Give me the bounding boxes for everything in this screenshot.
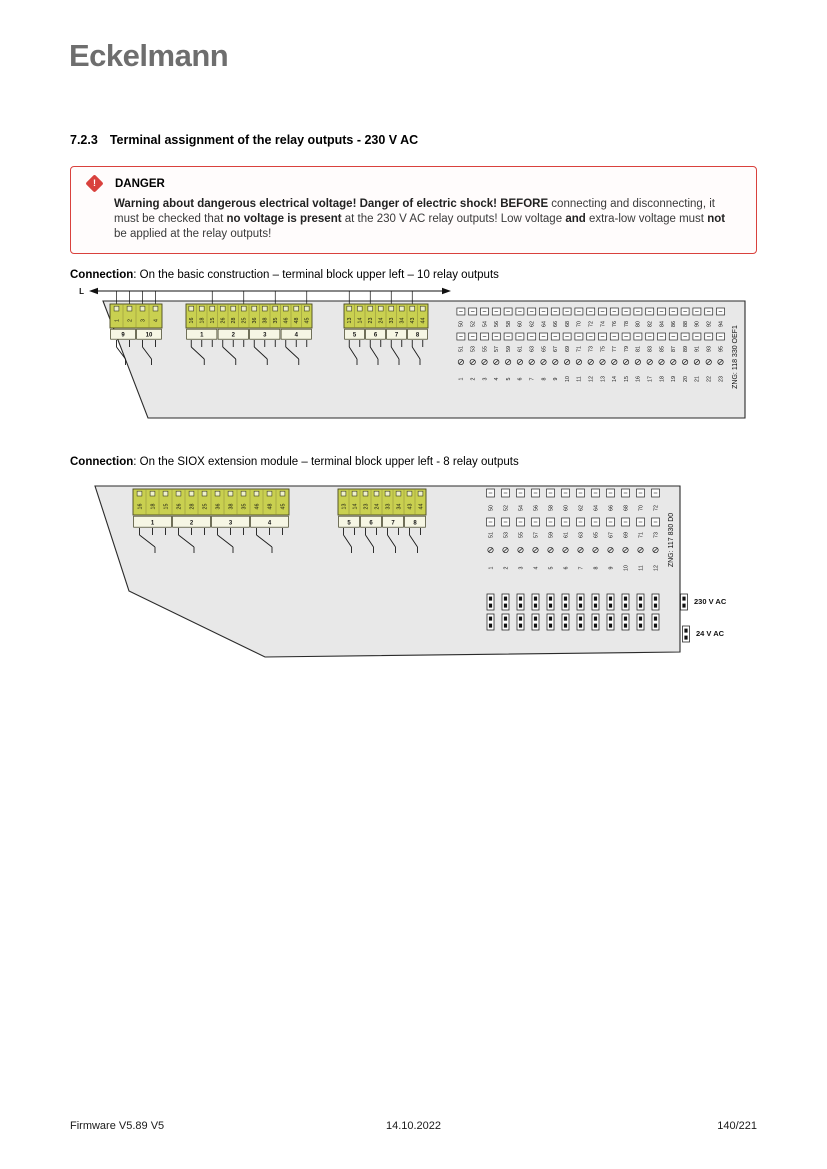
svg-text:65: 65 [541, 346, 548, 352]
svg-text:83: 83 [647, 346, 654, 352]
svg-text:62: 62 [578, 505, 585, 511]
svg-text:13: 13 [347, 317, 354, 324]
svg-text:63: 63 [529, 346, 536, 352]
svg-text:4: 4 [494, 377, 501, 381]
output-connector [607, 594, 614, 610]
svg-text:7: 7 [578, 566, 585, 570]
svg-text:2: 2 [231, 332, 235, 339]
svg-text:1: 1 [200, 332, 204, 339]
output-connector [487, 594, 494, 610]
svg-text:24: 24 [374, 503, 381, 510]
danger-box [70, 166, 757, 254]
svg-text:24: 24 [378, 317, 385, 324]
svg-text:3: 3 [140, 319, 147, 322]
output-connector [637, 614, 644, 630]
section-number: 7.2.3 [70, 133, 98, 147]
svg-text:2: 2 [503, 566, 510, 570]
svg-text:56: 56 [494, 321, 501, 327]
svg-text:5: 5 [352, 332, 357, 339]
svg-text:53: 53 [470, 346, 477, 352]
output-connector [652, 594, 659, 610]
svg-text:230 V AC: 230 V AC [694, 597, 727, 606]
svg-text:52: 52 [470, 321, 477, 327]
svg-text:11: 11 [576, 376, 583, 382]
svg-text:58: 58 [505, 321, 512, 327]
svg-text:52: 52 [503, 505, 510, 511]
output-connector [681, 594, 688, 610]
output-connector [652, 614, 659, 630]
svg-text:67: 67 [553, 346, 560, 352]
svg-text:14: 14 [352, 503, 359, 510]
output-connector [562, 594, 569, 610]
output-connector [487, 614, 494, 630]
svg-text:7: 7 [529, 377, 536, 381]
output-connector [532, 594, 539, 610]
footer-date: 14.10.2022 [385, 1120, 442, 1132]
output-connector [592, 594, 599, 610]
svg-text:50: 50 [488, 505, 495, 511]
svg-text:4: 4 [267, 520, 272, 527]
svg-text:54: 54 [518, 505, 525, 511]
svg-text:46: 46 [254, 503, 261, 510]
svg-text:10: 10 [623, 565, 630, 571]
svg-text:18: 18 [199, 317, 206, 324]
svg-text:19: 19 [671, 376, 678, 382]
output-connector [622, 594, 629, 610]
svg-text:7: 7 [394, 332, 399, 339]
svg-text:69: 69 [623, 532, 630, 538]
svg-text:59: 59 [548, 532, 555, 538]
eckelmann-logo: Eckelmann [69, 38, 229, 73]
svg-text:33: 33 [389, 317, 396, 324]
output-connector [622, 614, 629, 630]
svg-text:1: 1 [488, 566, 495, 570]
section-title: Terminal assignment of the relay outputs - 230 V AC [109, 133, 419, 147]
svg-text:65: 65 [593, 532, 600, 538]
svg-text:2: 2 [127, 319, 134, 322]
svg-text:43: 43 [410, 317, 417, 324]
danger-icon [85, 174, 103, 192]
output-connector [577, 594, 584, 610]
svg-text:18: 18 [150, 503, 157, 510]
svg-text:13: 13 [341, 503, 348, 510]
svg-text:44: 44 [418, 503, 425, 510]
svg-text:25: 25 [241, 317, 248, 324]
svg-text:15: 15 [163, 503, 170, 510]
svg-text:10: 10 [564, 376, 571, 382]
output-connector [547, 594, 554, 610]
svg-text:3: 3 [518, 566, 525, 570]
svg-text:28: 28 [231, 317, 238, 324]
svg-text:87: 87 [671, 346, 678, 352]
svg-text:3: 3 [482, 377, 489, 381]
svg-text:34: 34 [396, 503, 403, 510]
svg-text:44: 44 [420, 317, 427, 324]
svg-text:14: 14 [612, 376, 619, 382]
svg-text:92: 92 [706, 321, 713, 327]
svg-text:10: 10 [145, 332, 153, 339]
svg-text:48: 48 [294, 317, 301, 324]
svg-text:64: 64 [593, 505, 600, 511]
svg-text:35: 35 [273, 317, 280, 324]
svg-text:5: 5 [505, 377, 512, 381]
svg-text:3: 3 [228, 520, 233, 527]
svg-text:93: 93 [706, 346, 713, 352]
svg-text:16: 16 [137, 503, 144, 510]
svg-text:28: 28 [189, 503, 196, 510]
svg-text:62: 62 [529, 321, 536, 327]
svg-text:57: 57 [533, 532, 540, 538]
svg-text:67: 67 [608, 532, 615, 538]
svg-text:21: 21 [694, 376, 701, 382]
connection-label: Connection [70, 269, 134, 281]
svg-text:1: 1 [458, 377, 465, 381]
svg-text:51: 51 [488, 532, 495, 538]
svg-text:81: 81 [635, 346, 642, 352]
svg-text:12: 12 [588, 376, 595, 382]
svg-text:38: 38 [262, 317, 269, 324]
svg-text:80: 80 [635, 321, 642, 327]
svg-text:59: 59 [505, 346, 512, 352]
danger-text: Warning about dangerous electrical voltage! Danger of electric shock! BEFORE connecting and disconnecting, it must be checked that no voltage is present at the 230 V AC relay outputs! Low voltage and extra-low voltage must not be applied at the relay outputs! [114, 198, 726, 241]
svg-text:24 V AC: 24 V AC [696, 629, 725, 638]
svg-text:73: 73 [653, 532, 660, 538]
output-connector [517, 594, 524, 610]
connection-caption-text: : On the basic construction – terminal block upper left – 10 relay outputs [133, 269, 499, 281]
svg-text:15: 15 [210, 317, 217, 324]
svg-text:33: 33 [385, 503, 392, 510]
svg-text:L: L [79, 287, 84, 296]
footer-firmware: Firmware V5.89 V5 [70, 1120, 165, 1132]
diagram-siox-extension [72, 474, 762, 669]
svg-text:79: 79 [623, 346, 630, 352]
svg-text:55: 55 [482, 346, 489, 352]
svg-text:35: 35 [241, 503, 248, 510]
connection-label: Connection [70, 456, 134, 468]
svg-text:4: 4 [153, 319, 160, 322]
svg-text:61: 61 [563, 532, 570, 538]
svg-text:ZNG: 117 830 D0: ZNG: 117 830 D0 [668, 512, 675, 568]
svg-text:72: 72 [653, 505, 660, 511]
svg-text:88: 88 [682, 321, 689, 327]
output-connector [502, 614, 509, 630]
svg-text:71: 71 [638, 532, 645, 538]
connection-caption-basic [70, 269, 499, 281]
output-connector [637, 594, 644, 610]
svg-text:78: 78 [623, 321, 630, 327]
svg-text:82: 82 [647, 321, 654, 327]
svg-text:72: 72 [588, 321, 595, 327]
svg-text:11: 11 [638, 565, 645, 571]
output-connector [577, 614, 584, 630]
connection-caption-text: : On the SIOX extension module – terminal block upper left - 8 relay outputs [133, 456, 519, 468]
svg-text:2: 2 [189, 520, 194, 527]
zng-label [668, 513, 675, 567]
svg-text:43: 43 [407, 503, 414, 510]
svg-text:61: 61 [517, 346, 524, 352]
svg-text:86: 86 [671, 321, 678, 327]
connection-caption-siox [70, 456, 519, 468]
svg-text:1: 1 [150, 520, 155, 527]
svg-text:66: 66 [608, 505, 615, 511]
svg-text:69: 69 [564, 346, 571, 352]
svg-text:91: 91 [694, 346, 701, 352]
svg-text:63: 63 [578, 532, 585, 538]
svg-text:23: 23 [718, 376, 725, 382]
svg-text:64: 64 [541, 321, 548, 327]
svg-text:45: 45 [304, 317, 311, 324]
svg-text:89: 89 [682, 346, 689, 352]
svg-text:6: 6 [517, 377, 524, 381]
svg-text:25: 25 [202, 503, 209, 510]
svg-text:23: 23 [368, 317, 375, 324]
svg-text:17: 17 [647, 376, 654, 382]
svg-text:16: 16 [635, 376, 642, 382]
svg-text:38: 38 [228, 503, 235, 510]
svg-text:22: 22 [706, 376, 713, 382]
svg-text:9: 9 [121, 332, 125, 339]
svg-text:26: 26 [220, 317, 227, 324]
svg-text:8: 8 [415, 332, 420, 339]
svg-text:12: 12 [653, 565, 660, 571]
svg-text:48: 48 [267, 503, 274, 510]
svg-text:20: 20 [682, 376, 689, 382]
svg-text:71: 71 [576, 346, 583, 352]
svg-text:8: 8 [413, 520, 417, 527]
svg-text:90: 90 [694, 321, 701, 327]
svg-text:23: 23 [363, 503, 370, 510]
svg-text:14: 14 [357, 317, 364, 324]
output-connector [683, 626, 690, 642]
output-connector [607, 614, 614, 630]
svg-text:85: 85 [659, 346, 666, 352]
svg-text:9: 9 [553, 377, 560, 381]
svg-text:26: 26 [176, 503, 183, 510]
svg-text:51: 51 [458, 346, 465, 352]
svg-text:36: 36 [215, 503, 222, 510]
danger-header [85, 177, 742, 190]
svg-text:8: 8 [593, 566, 600, 570]
svg-text:6: 6 [563, 566, 570, 570]
svg-text:76: 76 [612, 321, 619, 327]
svg-text:9: 9 [608, 566, 615, 570]
svg-text:5: 5 [347, 520, 351, 527]
output-connector [517, 614, 524, 630]
svg-text:53: 53 [503, 532, 510, 538]
svg-text:2: 2 [470, 377, 477, 381]
svg-text:45: 45 [280, 503, 287, 510]
svg-text:36: 36 [252, 317, 259, 324]
svg-text:6: 6 [373, 332, 378, 339]
output-connector [592, 614, 599, 630]
output-connector [532, 614, 539, 630]
svg-text:75: 75 [600, 346, 607, 352]
svg-text:94: 94 [718, 321, 725, 327]
svg-text:77: 77 [612, 346, 619, 352]
svg-text:50: 50 [458, 321, 465, 327]
power-connectors [681, 594, 727, 642]
svg-text:70: 70 [638, 505, 645, 511]
svg-text:70: 70 [576, 321, 583, 327]
section-heading [70, 133, 418, 147]
svg-text:34: 34 [399, 317, 406, 324]
svg-text:68: 68 [623, 505, 630, 511]
footer-page-number: 140/221 [717, 1120, 757, 1132]
svg-text:60: 60 [563, 505, 570, 511]
svg-text:4: 4 [533, 566, 540, 570]
svg-text:6: 6 [369, 520, 373, 527]
svg-text:60: 60 [517, 321, 524, 327]
svg-text:68: 68 [564, 321, 571, 327]
svg-text:66: 66 [553, 321, 560, 327]
svg-text:3: 3 [263, 332, 267, 339]
svg-text:13: 13 [600, 376, 607, 382]
svg-text:74: 74 [600, 321, 607, 327]
svg-text:57: 57 [494, 346, 501, 352]
diagram-basic-construction [72, 281, 762, 433]
svg-text:46: 46 [283, 317, 290, 324]
svg-text:84: 84 [659, 321, 666, 327]
zng-label [732, 325, 739, 389]
svg-text:15: 15 [623, 376, 630, 382]
svg-text:8: 8 [541, 377, 548, 381]
svg-text:95: 95 [718, 346, 725, 352]
output-connector [502, 594, 509, 610]
svg-text:7: 7 [391, 520, 395, 527]
svg-text:58: 58 [548, 505, 555, 511]
output-connector [547, 614, 554, 630]
svg-text:54: 54 [482, 321, 489, 327]
svg-text:4: 4 [294, 332, 298, 339]
svg-text:18: 18 [659, 376, 666, 382]
output-connector [562, 614, 569, 630]
danger-icon-glyph: ! [93, 178, 96, 188]
svg-text:55: 55 [518, 532, 525, 538]
svg-text:5: 5 [548, 566, 555, 570]
svg-text:56: 56 [533, 505, 540, 511]
svg-text:73: 73 [588, 346, 595, 352]
svg-text:ZNG: 118 330 OEF1: ZNG: 118 330 OEF1 [732, 325, 739, 389]
danger-title: DANGER [115, 177, 165, 190]
svg-text:16: 16 [189, 317, 196, 324]
svg-text:1: 1 [114, 319, 121, 322]
